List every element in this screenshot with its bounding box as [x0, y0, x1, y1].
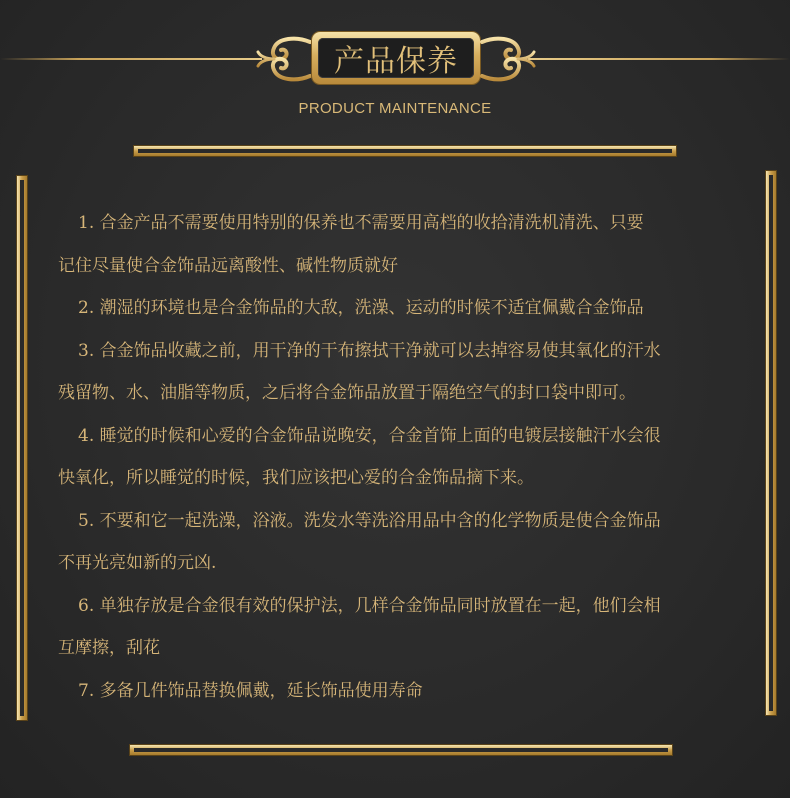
- list-item-line: 7. 多备几件饰品替换佩戴，延长饰品使用寿命: [78, 680, 423, 701]
- list-item-line: 记住尽量使合金饰品远离酸性、碱性物质就好: [58, 255, 398, 276]
- list-item-line: 1. 合金产品不需要使用特别的保养也不需要用高档的收拾清洗机清洗、只要: [78, 213, 644, 233]
- page-title: 产品保养: [334, 44, 458, 79]
- list-item: [58, 670, 748, 713]
- list-item: [58, 202, 748, 287]
- list-item: [58, 415, 748, 500]
- list-item: [58, 500, 748, 585]
- list-item-line: 不再光亮如新的元凶.: [58, 553, 217, 573]
- list-item-line: 5. 不要和它一起洗澡，浴液。洗发水等洗浴用品中含的化学物质是使合金饰品: [78, 510, 661, 531]
- list-item: [58, 330, 748, 415]
- list-item-line: 互摩擦，刮花: [58, 638, 160, 658]
- list-item-line: 3. 合金饰品收藏之前，用干净的干布擦拭干净就可以去掉容易使其氧化的汗水: [78, 340, 661, 361]
- cloud-scroll-ornament-icon: [256, 30, 312, 88]
- title-plaque-inner: [318, 38, 474, 78]
- header-divider-left: [0, 58, 262, 60]
- list-item-line: 4. 睡觉的时候和心爱的合金饰品说晚安，合金首饰上面的电镀层接触汗水会很: [78, 425, 661, 446]
- right-gold-bar: [766, 171, 776, 715]
- top-gold-bar: [134, 146, 676, 156]
- maintenance-list: [58, 202, 748, 712]
- bottom-gold-bar: [130, 745, 672, 755]
- title-plaque: [312, 32, 480, 84]
- list-item: [58, 585, 748, 670]
- list-item-line: 快氧化，所以睡觉的时候，我们应该把心爱的合金饰品摘下来。: [58, 468, 534, 488]
- list-item-line: 残留物、水、油脂等物质，之后将合金饰品放置于隔绝空气的封口袋中即可。: [58, 383, 636, 403]
- list-item: [58, 287, 748, 330]
- page-subtitle: PRODUCT MAINTENANCE: [298, 100, 492, 117]
- header-divider-right: [528, 58, 790, 60]
- list-item-line: 2. 潮湿的环境也是合金饰品的大敌，洗澡、运动的时候不适宜佩戴合金饰品: [78, 298, 644, 318]
- list-item-line: 6. 单独存放是合金很有效的保护法，几样合金饰品同时放置在一起，他们会相: [78, 595, 661, 616]
- cloud-scroll-ornament-icon: [480, 30, 536, 88]
- left-gold-bar: [17, 176, 27, 720]
